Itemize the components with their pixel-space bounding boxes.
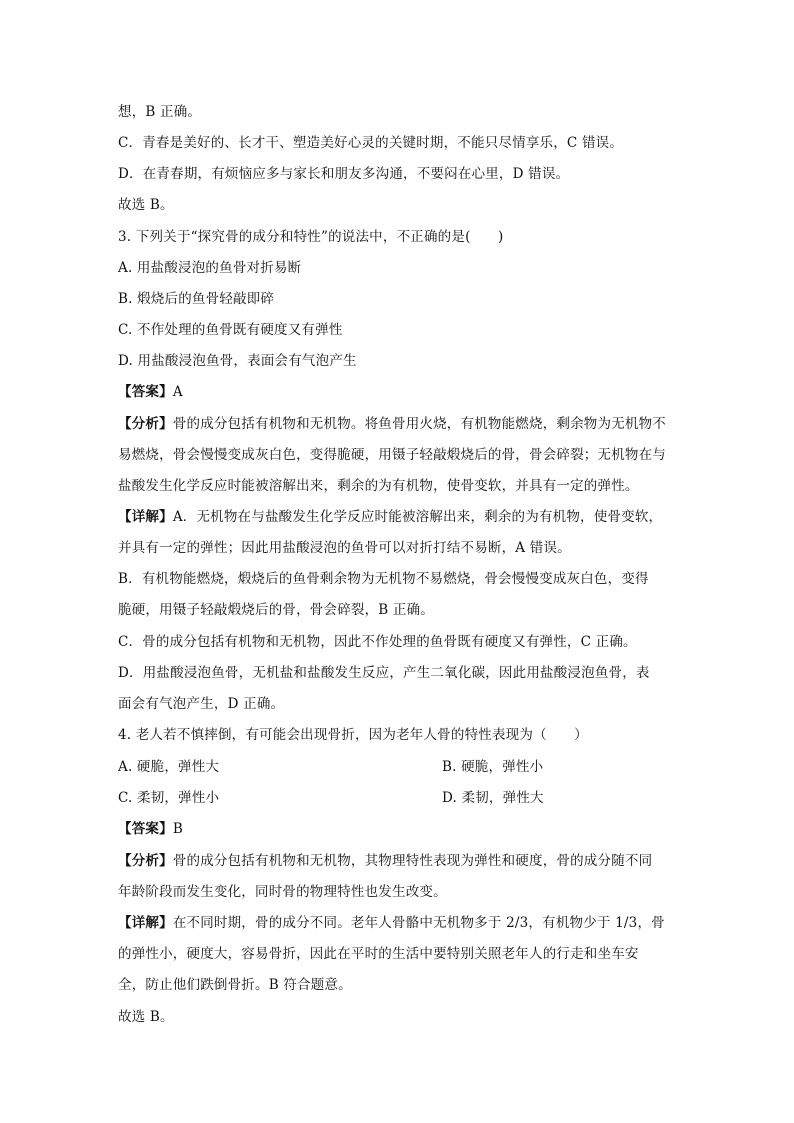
detail-text: 脆硬，用镊子轻敲煅烧后的骨，骨会碎裂，B 正确。: [118, 602, 435, 618]
answer-line: [118, 383, 183, 401]
question-4-stem: 4. 老人若不慎摔倒，有可能会出现骨折，因为老年人骨的特性表现为（ ）: [118, 727, 588, 743]
detail-tag: 【详解】: [118, 915, 173, 931]
question-4-option-d: D. 柔韧，弹性大: [442, 790, 544, 806]
analysis-text: 骨的成分包括有机物和无机物，其物理特性表现为弹性和硬度，骨的成分随不同: [172, 853, 653, 869]
answer-line: [118, 820, 183, 838]
detail-tag: 【详解】: [118, 509, 173, 525]
detail-text: B．有机物能燃烧，煅烧后的鱼骨剩余物为无机物不易燃烧，骨会慢慢变成灰白色，变得: [118, 571, 649, 587]
question-4-option-c: C. 柔韧，弹性小: [118, 790, 220, 806]
analysis-text: 盐酸发生化学反应时能被溶解出来，剩余的为有机物，使骨变软，并具有一定的弹性。: [118, 478, 639, 494]
analysis-text: 骨的成分包括有机物和无机物。将鱼骨用火烧，有机物能燃烧，剩余物为无机物不: [172, 416, 667, 432]
detail-text: 在不同时期，骨的成分不同。老年人骨骼中无机物多于 2/3，有机物少于 1/3，骨: [172, 915, 665, 931]
detail-text: 并具有一定的弹性；因此用盐酸浸泡的鱼骨可以对折打结不易断，A 错误。: [118, 540, 571, 556]
answer-value: B: [172, 821, 183, 837]
question-4-option-b: B. 硬脆，弹性小: [442, 759, 544, 775]
option-d-explanation: D．在青春期，有烦恼应多与家长和朋友多沟通，不要闷在心里，D 错误。: [118, 166, 570, 182]
detail-text: D．用盐酸浸泡鱼骨，无机盐和盐酸发生反应，产生二氧化碳，因此用盐酸浸泡鱼骨，表: [118, 665, 650, 681]
detail-text: A．无机物在与盐酸发生化学反应时能被溶解出来，剩余的为有机物，使骨变软，: [172, 509, 663, 525]
question-3-stem: 3. 下列关于“探究骨的成分和特性”的说法中，不正确的是( ): [118, 229, 504, 245]
detail-text: 的弹性小，硬度大，容易骨折，因此在平时的生活中要特别关照老年人的行走和坐车安: [118, 946, 639, 962]
analysis-tag: 【分析】: [118, 853, 173, 869]
question-3-option-d: D. 用盐酸浸泡鱼骨，表面会有气泡产生: [118, 353, 357, 369]
detail-text: C．骨的成分包括有机物和无机物，因此不作处理的鱼骨既有硬度又有弹性，C 正确。: [118, 634, 637, 650]
question-4-option-a: A. 硬脆，弹性大: [118, 759, 220, 775]
analysis-tag: 【分析】: [118, 416, 173, 432]
detail-text: 面会有气泡产生，D 正确。: [118, 696, 285, 712]
final-answer: 故选 B。: [118, 1009, 174, 1025]
final-answer: 故选 B。: [118, 197, 174, 213]
detail-line: [118, 508, 662, 526]
analysis-line: [118, 852, 652, 870]
analysis-text: 年龄阶段而发生变化，同时骨的物理特性也发生改变。: [118, 884, 447, 900]
answer-value: A: [172, 384, 183, 400]
detail-line: [118, 914, 665, 932]
answer-continuation: 想，B 正确。: [118, 104, 202, 120]
detail-text: 全，防止他们跌倒骨折。B 符合题意。: [118, 977, 352, 993]
analysis-line: [118, 415, 666, 433]
answer-tag: 【答案】: [118, 384, 173, 400]
question-3-option-b: B. 煅烧后的鱼骨轻敲即碎: [118, 291, 275, 307]
question-3-option-a: A. 用盐酸浸泡的鱼骨对折易断: [118, 260, 302, 276]
analysis-text: 易燃烧，骨会慢慢变成灰白色，变得脆硬，用镊子轻敲煅烧后的骨，骨会碎裂；无机物在与: [118, 447, 666, 463]
question-3-option-c: C. 不作处理的鱼骨既有硬度又有弹性: [118, 322, 343, 338]
option-c-explanation: C．青春是美好的、长才干、塑造美好心灵的关键时期，不能只尽情享乐，C 错误。: [118, 135, 624, 151]
answer-tag: 【答案】: [118, 821, 173, 837]
